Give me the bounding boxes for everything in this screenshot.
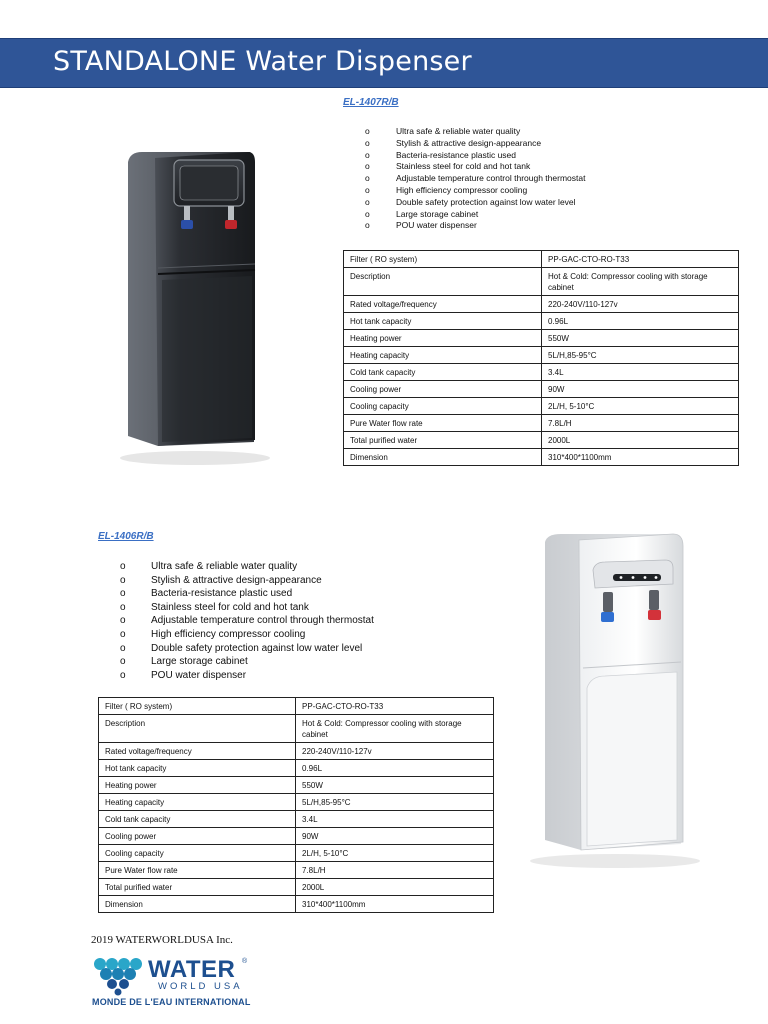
list-item: o Bacteria-resistance plastic used	[365, 150, 585, 162]
spec-label: Rated voltage/frequency	[344, 296, 542, 313]
black-water-dispenser-image	[100, 140, 280, 470]
spec-value: 2L/H, 5-10°C	[542, 398, 739, 415]
product-1-feature-list	[365, 126, 585, 232]
table-row	[99, 811, 494, 828]
spec-value: Hot & Cold: Compressor cooling with storage cabinet	[542, 268, 739, 296]
spec-value: 2000L	[542, 432, 739, 449]
spec-value: PP-GAC-CTO-RO-T33	[542, 251, 739, 268]
list-item: o High efficiency compressor cooling	[365, 185, 585, 197]
spec-value: 220-240V/110-127v	[542, 296, 739, 313]
list-item: o Stainless steel for cold and hot tank	[365, 161, 585, 173]
spec-label: Filter ( RO system)	[99, 698, 296, 715]
list-item: o POU water dispenser	[120, 669, 374, 683]
spec-value: 220-240V/110-127v	[296, 743, 494, 760]
white-water-dispenser-image	[505, 528, 705, 873]
table-row	[99, 794, 494, 811]
list-item: o Double safety protection against low water level	[365, 197, 585, 209]
spec-value: 0.96L	[542, 313, 739, 330]
water-drops-logo-icon	[92, 956, 148, 996]
spec-label: Heating power	[99, 777, 296, 794]
list-item: o POU water dispenser	[365, 220, 585, 232]
table-row	[99, 715, 494, 743]
spec-value: PP-GAC-CTO-RO-T33	[296, 698, 494, 715]
spec-value: 90W	[542, 381, 739, 398]
table-row	[99, 743, 494, 760]
table-row	[99, 777, 494, 794]
spec-value: 310*400*1100mm	[542, 449, 739, 466]
spec-value: Hot & Cold: Compressor cooling with storage cabinet	[296, 715, 494, 743]
list-item: o Stainless steel for cold and hot tank	[120, 601, 374, 615]
spec-label: Hot tank capacity	[344, 313, 542, 330]
spec-label: Description	[344, 268, 542, 296]
table-row	[344, 432, 739, 449]
table-row	[99, 698, 494, 715]
spec-label: Cold tank capacity	[99, 811, 296, 828]
list-item: o Large storage cabinet	[120, 655, 374, 669]
table-row	[344, 364, 739, 381]
table-row	[344, 381, 739, 398]
company-logo	[92, 956, 262, 1012]
list-item: o Ultra safe & reliable water quality	[120, 560, 374, 574]
product-1-spec-table	[343, 250, 739, 466]
spec-label: Total purified water	[99, 879, 296, 896]
spec-value: 5L/H,85-95°C	[296, 794, 494, 811]
table-row	[99, 862, 494, 879]
spec-value: 2000L	[296, 879, 494, 896]
logo-word: WATER	[148, 956, 236, 983]
spec-value: 310*400*1100mm	[296, 896, 494, 913]
list-item: o Stylish & attractive design-appearance	[120, 574, 374, 588]
spec-value: 7.8L/H	[296, 862, 494, 879]
spec-label: Dimension	[344, 449, 542, 466]
spec-label: Heating power	[344, 330, 542, 347]
product-2-feature-list	[120, 560, 374, 682]
spec-label: Total purified water	[344, 432, 542, 449]
table-row	[344, 251, 739, 268]
list-item: o Large storage cabinet	[365, 209, 585, 221]
spec-label: Hot tank capacity	[99, 760, 296, 777]
spec-label: Cooling power	[99, 828, 296, 845]
spec-label: Rated voltage/frequency	[99, 743, 296, 760]
product-2-spec-table	[98, 697, 494, 913]
spec-value: 550W	[296, 777, 494, 794]
spec-label: Cooling power	[344, 381, 542, 398]
table-row	[99, 828, 494, 845]
list-item: o Adjustable temperature control through thermostat	[120, 614, 374, 628]
table-row	[99, 760, 494, 777]
logo-registered-mark: ®	[242, 958, 248, 965]
spec-value: 5L/H,85-95°C	[542, 347, 739, 364]
table-row	[344, 449, 739, 466]
table-row	[344, 330, 739, 347]
page-title: STANDALONE Water Dispenser	[53, 46, 472, 77]
spec-value: 2L/H, 5-10°C	[296, 845, 494, 862]
spec-value: 90W	[296, 828, 494, 845]
table-row	[344, 296, 739, 313]
product-1-model: EL-1407R/B	[343, 97, 399, 108]
spec-label: Cold tank capacity	[344, 364, 542, 381]
spec-value: 3.4L	[542, 364, 739, 381]
table-row	[99, 896, 494, 913]
list-item: o Adjustable temperature control through thermostat	[365, 173, 585, 185]
spec-label: Cooling capacity	[344, 398, 542, 415]
table-row	[344, 415, 739, 432]
title-banner	[0, 38, 768, 88]
spec-label: Description	[99, 715, 296, 743]
list-item: o Ultra safe & reliable water quality	[365, 126, 585, 138]
table-row	[99, 879, 494, 896]
table-row	[99, 845, 494, 862]
spec-value: 7.8L/H	[542, 415, 739, 432]
product-2-model: EL-1406R/B	[98, 531, 154, 542]
spec-label: Dimension	[99, 896, 296, 913]
table-row	[344, 347, 739, 364]
list-item: o Bacteria-resistance plastic used	[120, 587, 374, 601]
table-row	[344, 398, 739, 415]
list-item: o Double safety protection against low water level	[120, 642, 374, 656]
spec-value: 3.4L	[296, 811, 494, 828]
copyright-text: 2019 WATERWORLDUSA Inc.	[91, 934, 233, 946]
logo-subtitle: WORLD USA	[158, 981, 243, 992]
list-item: o High efficiency compressor cooling	[120, 628, 374, 642]
spec-label: Pure Water flow rate	[99, 862, 296, 879]
spec-value: 0.96L	[296, 760, 494, 777]
spec-label: Heating capacity	[99, 794, 296, 811]
spec-value: 550W	[542, 330, 739, 347]
logo-tagline: MONDE DE L'EAU INTERNATIONAL	[92, 997, 251, 1007]
spec-label: Pure Water flow rate	[344, 415, 542, 432]
spec-label: Heating capacity	[344, 347, 542, 364]
spec-label: Filter ( RO system)	[344, 251, 542, 268]
list-item: o Stylish & attractive design-appearance	[365, 138, 585, 150]
spec-label: Cooling capacity	[99, 845, 296, 862]
table-row	[344, 268, 739, 296]
table-row	[344, 313, 739, 330]
